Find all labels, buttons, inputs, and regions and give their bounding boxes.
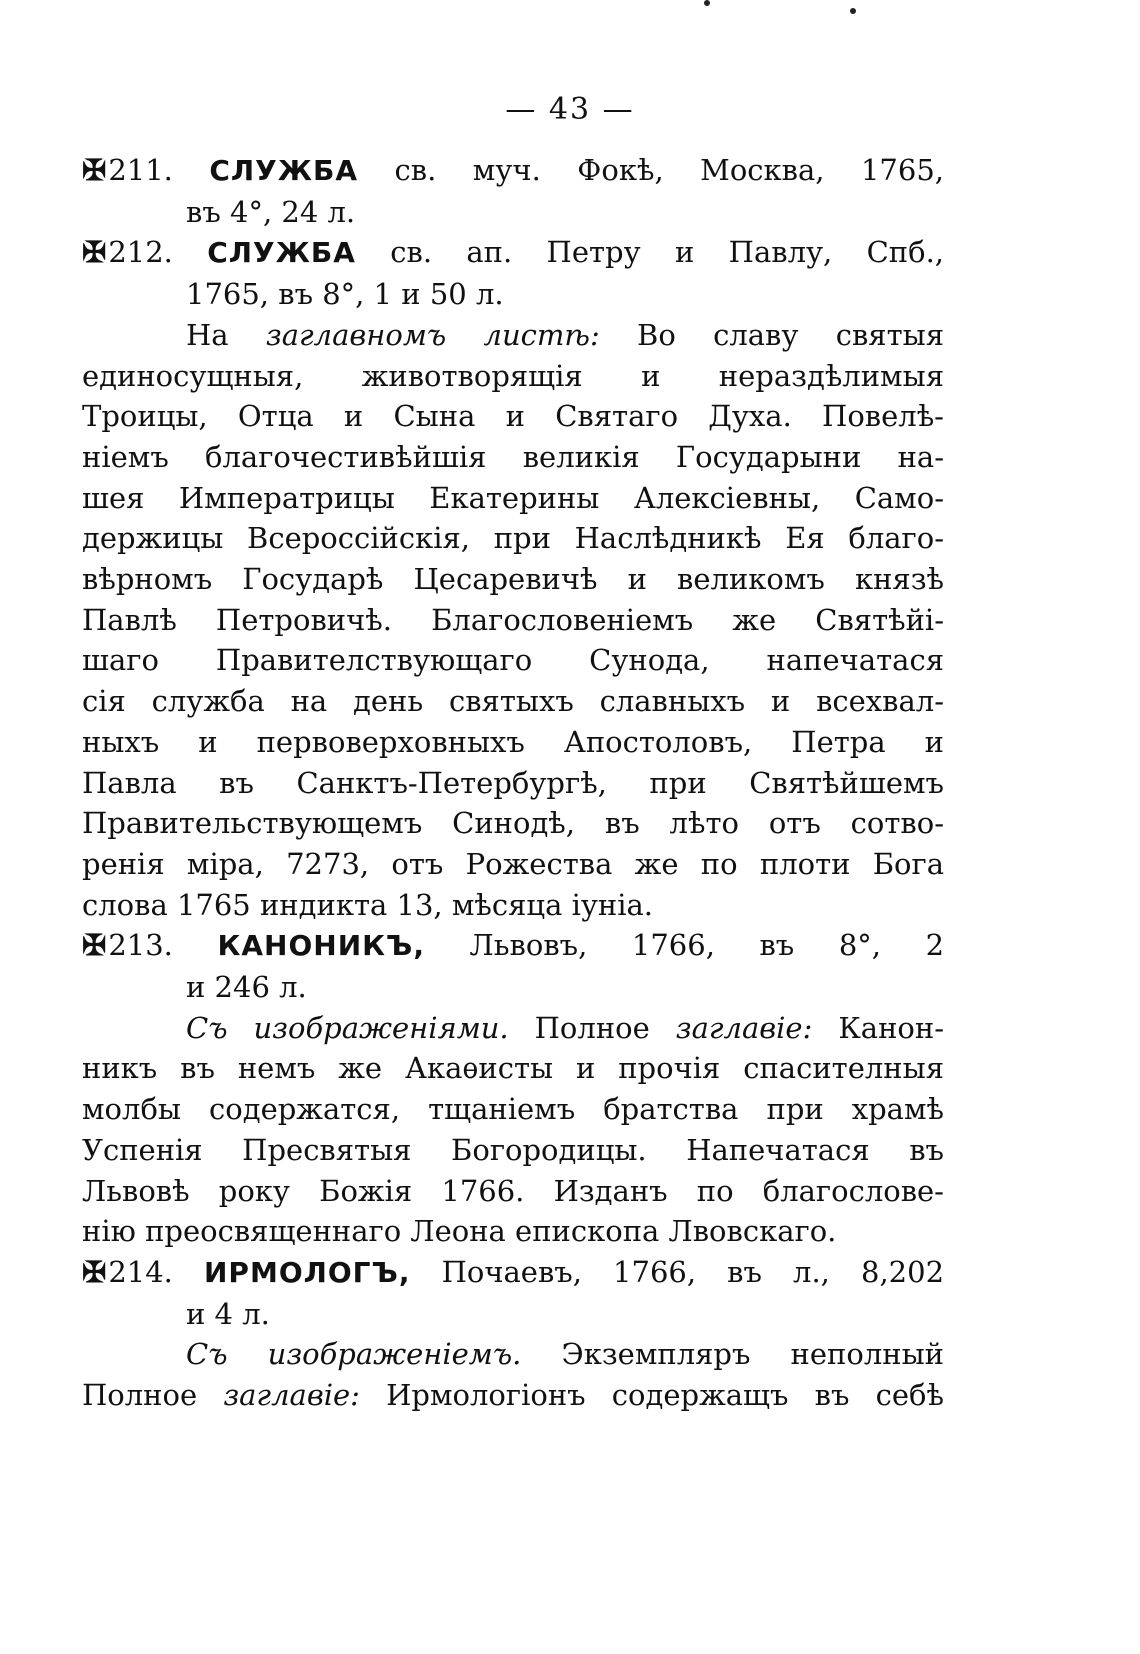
entry-heading: СЛУЖБА xyxy=(209,154,359,187)
entry-213-desc-line: нію преосвященнаго Леона епископа Лвовскаго. xyxy=(82,1214,837,1249)
entry-212-desc-line: слова 1765 индикта 13, мѣсяца іуніа. xyxy=(82,887,654,922)
entry-212-first-line xyxy=(82,232,944,274)
entry-imprint: св. муч. Фокѣ, Москва, 1765, xyxy=(394,153,944,187)
entry-214-desc-line: Полное заглавіе: Ирмологіонъ содержащъ въ себѣ xyxy=(82,1378,944,1413)
cross-icon: ✠ xyxy=(82,153,107,187)
entry-212-desc-line: вѣрномъ Государѣ Цесаревичѣ и великомъ князѣ xyxy=(82,562,944,597)
entry-212-desc-line: держицы Всероссійскія, при Наслѣдникѣ Ея благо- xyxy=(82,521,944,556)
entry-213-first-line xyxy=(82,925,944,967)
cross-icon: ✠ xyxy=(82,235,107,270)
entry-heading: ИРМОЛОГЪ, xyxy=(204,1255,411,1289)
entry-214-second-line: и 4 л. xyxy=(186,1296,270,1331)
entry-212-desc-line: шаго Правителствующаго Сунода, напечатася xyxy=(82,643,944,678)
entry-imprint: св. ап. Петру и Павлу, Спб., xyxy=(390,235,945,270)
cross-icon: ✠ xyxy=(82,928,107,963)
entry-212-second-line: 1765, въ 8°, 1 и 50 л. xyxy=(186,277,504,312)
entry-214-first-line xyxy=(82,1252,944,1294)
catalog-text xyxy=(82,150,944,1416)
entry-number: 213. xyxy=(108,928,173,963)
entry-number: 212. xyxy=(108,235,173,270)
entry-212-desc-line: ныхъ и первоверховныхъ Апостоловъ, Петра и xyxy=(82,724,944,759)
entry-212-desc-line: Троицы, Отца и Сына и Святаго Духа. Повелѣ- xyxy=(82,399,944,434)
cross-icon: ✠ xyxy=(82,1254,107,1289)
entry-imprint: Львовъ, 1766, въ 8°, 2 xyxy=(469,928,945,963)
entry-212-desc-line: Павла въ Санктъ-Петербургѣ, при Святѣйшемъ xyxy=(82,765,944,800)
scan-mark xyxy=(850,8,856,14)
entry-211-second-line: въ 4°, 24 л. xyxy=(186,194,356,229)
entry-212-desc-line: ніемъ благочестивѣйшія великія Государыни на- xyxy=(82,439,944,474)
page-number: — 43 — xyxy=(505,92,635,127)
entry-212-desc-line: шея Императрицы Екатерины Алексіевны, Само- xyxy=(82,480,944,515)
entry-212-desc-line: Правительствующемъ Синодѣ, въ лѣто отъ сотво- xyxy=(82,806,944,841)
entry-number: 214. xyxy=(108,1254,173,1289)
entry-212-desc-line: сія служба на день святыхъ славныхъ и всехвал- xyxy=(82,684,944,719)
entry-213-desc-line: молбы содержатся, тщаніемъ братства при храмѣ xyxy=(82,1092,944,1127)
entry-212-desc-first-line: На заглавномъ листѣ: Во славу святыя xyxy=(186,317,945,352)
entry-212-desc-line: ренія міра, 7273, отъ Рожества же по плоти Бога xyxy=(82,846,944,881)
entry-imprint: Почаевъ, 1766, въ л., 8,202 xyxy=(441,1254,945,1289)
entry-213-desc-line: Львовѣ року Божія 1766. Изданъ по благослове- xyxy=(82,1173,944,1208)
entry-heading: КАНОНИКЪ, xyxy=(217,929,425,963)
entry-213-second-line: и 246 л. xyxy=(186,970,307,1005)
entry-211-first-line xyxy=(82,150,944,192)
entry-213-desc-line: Успенія Пресвятыя Богородицы. Напечатася въ xyxy=(82,1132,944,1167)
entry-number: 211. xyxy=(108,153,173,187)
scan-mark xyxy=(704,0,710,6)
entry-214-desc-first-line: Съ изображеніемъ. Экземпляръ неполный xyxy=(186,1337,945,1372)
entry-213-desc-line: никъ въ немъ же Акаѳисты и прочія спасителныя xyxy=(82,1051,944,1086)
entry-212-desc-line: единосущныя, животворящія и нераздѣлимыя xyxy=(82,358,944,393)
entry-213-desc-first-line: Съ изображеніями. Полное заглавіе: Канон- xyxy=(186,1010,944,1045)
entry-212-desc-line: Павлѣ Петровичѣ. Благословеніемъ же Святѣйі- xyxy=(82,602,944,637)
entry-heading: СЛУЖБА xyxy=(207,236,356,270)
